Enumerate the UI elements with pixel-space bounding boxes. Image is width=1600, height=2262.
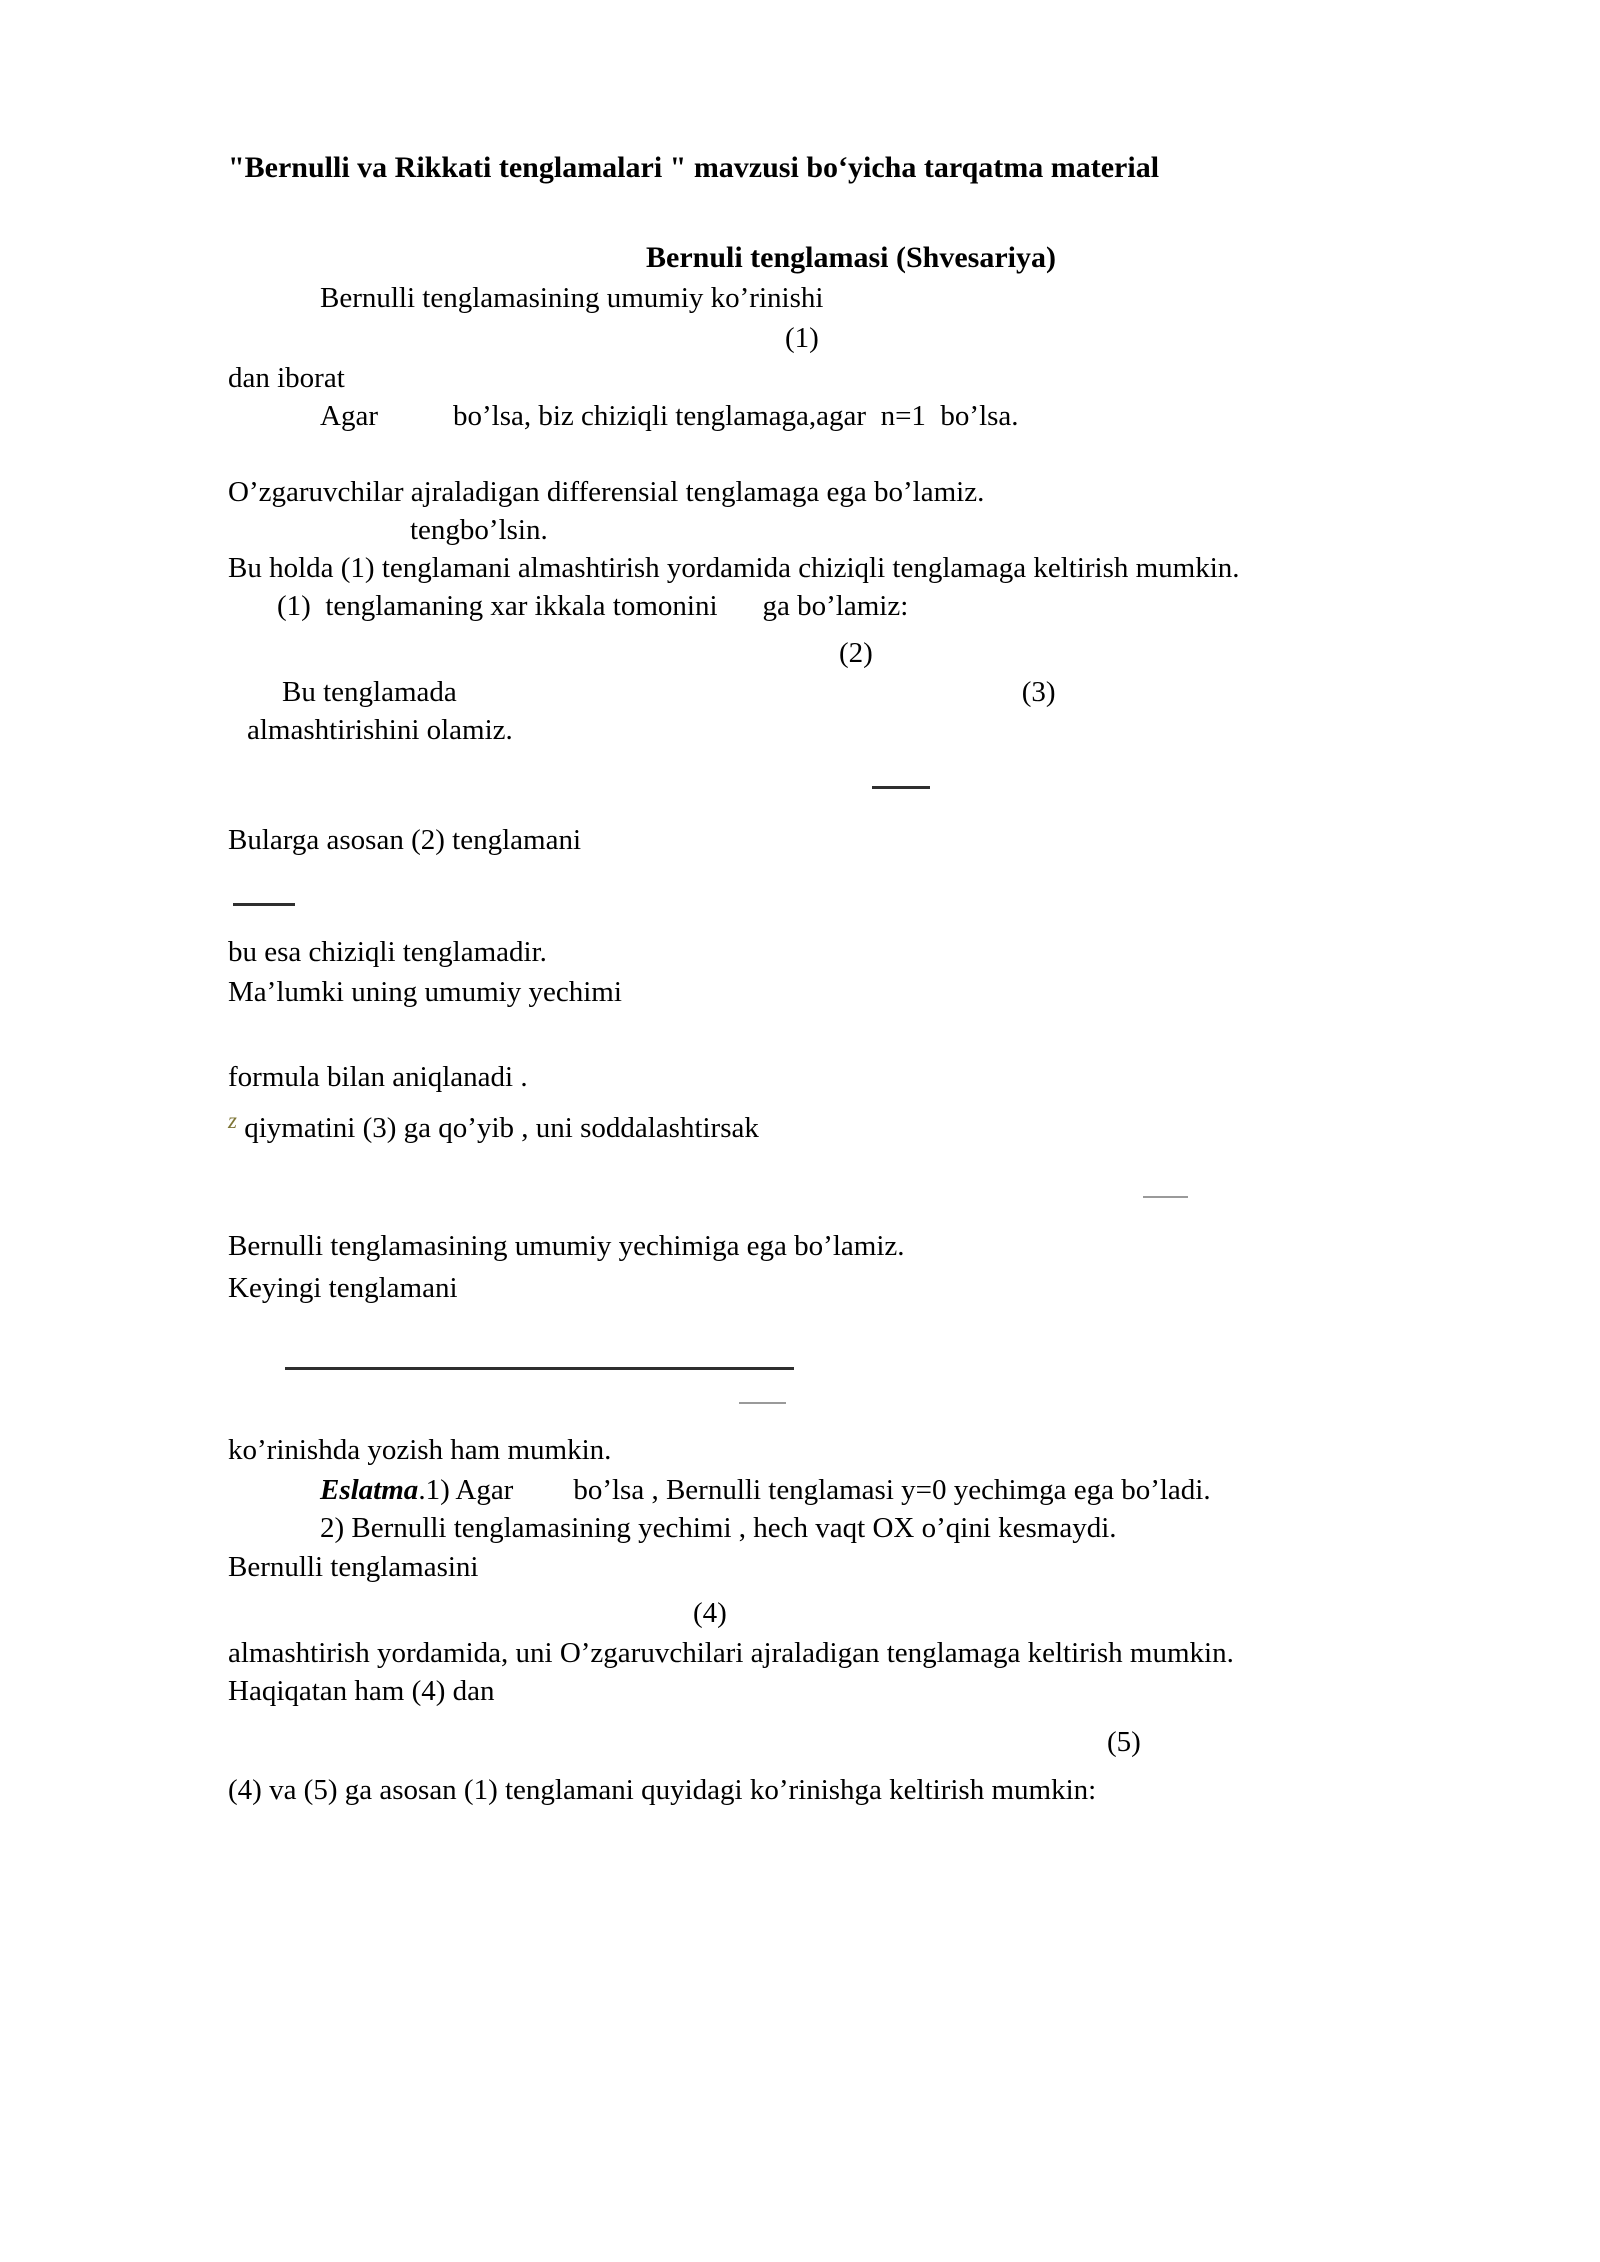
paragraph-malumki: Ma’lumki uning umumiy yechimi: [228, 976, 622, 1008]
paragraph-tomonini: [277, 586, 908, 626]
fraction-bar-1: [872, 786, 930, 789]
paragraph-bularga: Bularga asosan (2) tenglamani: [228, 824, 581, 856]
eslatma-rest: bo’lsa , Bernulli tenglamasi y=0 yechimga ega bo’ladi.: [573, 1474, 1211, 1506]
eslatma-label: Eslatma: [320, 1474, 419, 1506]
equation-label-1: (1): [785, 322, 819, 354]
paragraph-almashtirish-yordamida: almashtirish yordamida, uni O’zgaruvchilari ajraladigan tenglamaga keltirish mumkin.: [228, 1637, 1234, 1669]
equation-label-2: (2): [839, 637, 873, 669]
equation-placeholder-gap: [457, 700, 1022, 701]
eslatma-n1: .1) Agar: [418, 1474, 514, 1506]
paragraph-z-qiymatini: [228, 1108, 759, 1150]
paragraph-dan-iborat: dan iborat: [228, 362, 345, 394]
paragraph-umumiy-yechimiga: Bernulli tenglamasining umumiy yechimiga ega bo’lamiz.: [228, 1230, 905, 1262]
paragraph-bu-holda: Bu holda (1) tenglamani almashtirish yordamida chiziqli tenglamaga keltirish mumkin.: [228, 552, 1240, 584]
paragraph-asosan: (4) va (5) ga asosan (1) tenglamani quyidagi ko’rinishga keltirish mumkin:: [228, 1774, 1097, 1806]
z-variable: z: [228, 1108, 237, 1133]
paragraph-korinishda: ko’rinishda yozish ham mumkin.: [228, 1434, 612, 1466]
paragraph-intro: Bernulli tenglamasining umumiy ko’rinishi: [320, 282, 824, 314]
fraction-bar-2: [233, 903, 295, 906]
equation-label-3: (3): [1021, 676, 1056, 708]
agar-lead: Agar: [320, 400, 378, 432]
paragraph-haqiqatan: Haqiqatan ham (4) dan: [228, 1675, 495, 1707]
paragraph-almashtirishini: almashtirishini olamiz.: [247, 714, 513, 746]
fraction-bar-4: [285, 1367, 794, 1370]
equation-placeholder-gap: [718, 614, 763, 615]
paragraph-bu-tenglamada: [282, 672, 1056, 712]
paragraph-agar: [320, 396, 1019, 436]
agar-rest: bo’lsa, biz chiziqli tenglamaga,agar n=1 bo’lsa.: [452, 400, 1019, 432]
paragraph-eslatma-1: [320, 1470, 1211, 1510]
tomonini-rest: ga bo’lamiz:: [762, 590, 909, 622]
fraction-bar-5: [739, 1402, 786, 1404]
document-title: "Bernulli va Rikkati tenglamalari " mavzusi boʻyicha tarqatma material: [228, 151, 1160, 184]
section-heading: Bernuli tenglamasi (Shvesariya): [646, 241, 1056, 274]
bu-tenglamada-lead: Bu tenglamada: [282, 676, 457, 708]
equation-label-4: (4): [693, 1597, 727, 1629]
tomonini-lead: (1) tenglamaning xar ikkala tomonini: [277, 590, 718, 622]
equation-placeholder-gap: [513, 1498, 573, 1499]
paragraph-ozgaruvchilar: O’zgaruvchilar ajraladigan differensial tenglamaga ega bo’lamiz.: [228, 476, 985, 508]
paragraph-bu-esa: bu esa chiziqli tenglamadir.: [228, 936, 547, 968]
z-line-rest: qiymatini (3) ga qo’yib , uni soddalashtirsak: [236, 1112, 759, 1144]
equation-placeholder-gap: [378, 424, 453, 425]
fraction-bar-3: [1143, 1196, 1188, 1198]
paragraph-formula: formula bilan aniqlanadi .: [228, 1061, 528, 1093]
paragraph-keyingi: Keyingi tenglamani: [228, 1272, 458, 1304]
equation-label-5: (5): [1107, 1726, 1141, 1758]
paragraph-tengbolsin: tengbo’lsin.: [410, 514, 548, 546]
paragraph-eslatma-2: 2) Bernulli tenglamasining yechimi , hech vaqt OX o’qini kesmaydi.: [320, 1512, 1117, 1544]
paragraph-bernulli-tenglamasini: Bernulli tenglamasini: [228, 1551, 479, 1583]
